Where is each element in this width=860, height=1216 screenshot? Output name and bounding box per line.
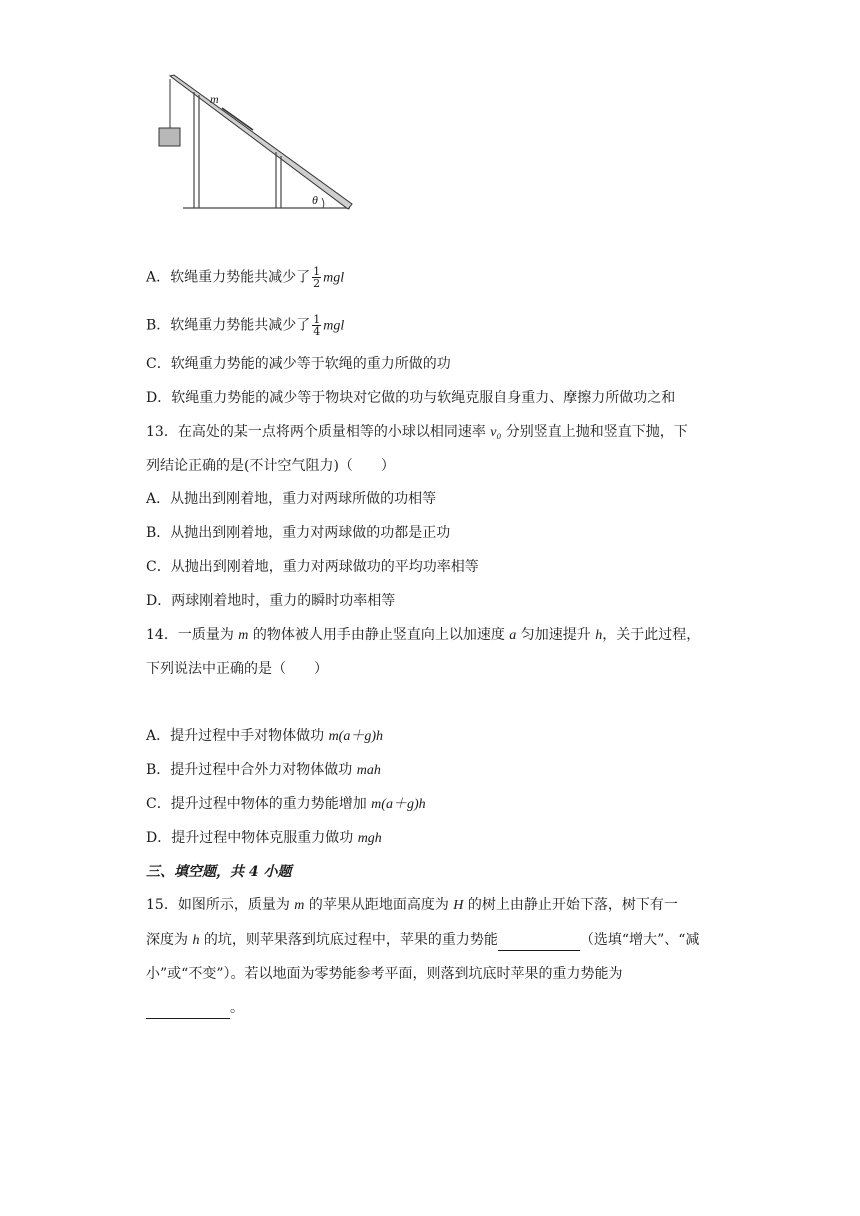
q15-stem-line3: 小”或“不变”）。若以地面为零势能参考平面，则落到坑底时苹果的重力势能为 — [146, 966, 623, 982]
q13-option-c: C．从抛出到刚着地，重力对两球做功的平均功率相等 — [146, 559, 479, 575]
q13-stem-line1: 13．在高处的某一点将两个质量相等的小球以相同速率 v₀ 分别竖直上抛和竖直下抛，下 — [146, 424, 688, 440]
hanging-block — [159, 128, 180, 146]
q12-option-c: C．软绳重力势能的减少等于软绳的重力所做的功 — [146, 356, 451, 372]
mass-label: m — [210, 92, 219, 106]
answer-blank-1[interactable] — [498, 930, 580, 951]
q14-stem-line1: 14．一质量为 m 的物体被人用手由静止竖直向上以加速度 a 匀加速提升 h，关于此过程， — [146, 627, 701, 643]
q13-stem-line2: 列结论正确的是(不计空气阻力)（ ） — [146, 458, 395, 474]
angle-label: θ — [312, 193, 318, 207]
incline-plank — [170, 75, 352, 209]
q12-option-a: A．软绳重力势能共减少了 $\frac{1}{2}$ mgl — [146, 265, 345, 290]
q14-option-b: B．提升过程中合外力对物体做功 mah — [146, 762, 381, 778]
q13-option-a: A．从抛出到刚着地，重力对两球所做的功相等 — [146, 491, 437, 507]
fraction: $\frac{1}{4}$ — [313, 313, 321, 338]
q13-option-b: B．从抛出到刚着地，重力对两球做的功都是正功 — [146, 525, 451, 541]
q12-option-b: B．软绳重力势能共减少了 $\frac{1}{4}$ mgl — [146, 313, 345, 338]
fraction: $\frac{1}{2}$ — [313, 265, 321, 290]
q13-option-d: D．两球刚着地时，重力的瞬时功率相等 — [146, 593, 396, 609]
q14-stem-line2: 下列说法中正确的是（ ） — [146, 661, 328, 677]
answer-blank-2[interactable] — [146, 998, 230, 1019]
q14-option-a: A．提升过程中手对物体做功 m(a＋g)h — [146, 728, 383, 744]
incline-figure — [150, 70, 360, 215]
q15-stem-line4: 。 — [146, 998, 244, 1019]
q12-option-d: D．软绳重力势能的减少等于物块对它做的功与软绳克服自身重力、摩擦力所做功之和 — [146, 390, 676, 406]
section-heading: 三、填空题，共 4 小题 — [146, 864, 292, 880]
q15-stem-line2: 深度为 h 的坑，则苹果落到坑底过程中，苹果的重力势能 （选填“增大”、“减 — [146, 930, 699, 951]
q15-stem-line1: 15．如图所示，质量为 m 的苹果从距地面高度为 H 的树上由静止开始下落，树下有一 — [146, 897, 678, 913]
angle-arc — [322, 198, 324, 208]
q14-option-d: D．提升过程中物体克服重力做功 mgh — [146, 830, 382, 846]
q14-option-c: C．提升过程中物体的重力势能增加 m(a＋g)h — [146, 796, 426, 812]
